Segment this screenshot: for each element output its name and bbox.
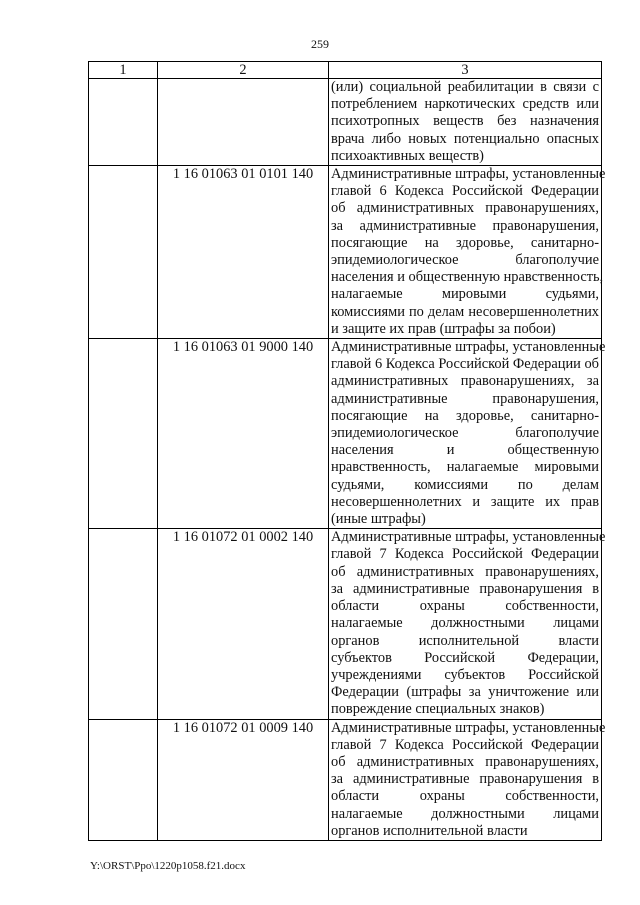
description-line: психоактивных веществ) [331, 147, 484, 164]
description-line: налагаемые должностными лицами [331, 615, 599, 632]
row-number-cell [89, 719, 158, 840]
description-line: Административные штрафы, установленные [331, 529, 606, 546]
description-line: посягающие на здоровье, санитарно- [331, 234, 599, 251]
description-line: налагаемые должностными лицами [331, 805, 599, 822]
description-line: главой 6 Кодекса Российской Федерации об [331, 356, 599, 373]
description-line: врача либо новых потенциально опасных [331, 130, 599, 147]
description-cell [329, 719, 606, 840]
row-number-cell [89, 339, 158, 529]
table-row [89, 339, 602, 529]
description-line: органов исполнительной власти [331, 822, 528, 839]
description-line: налагаемые мировыми судьями, [331, 286, 599, 303]
description-line: главой 6 Кодекса Российской Федерации [331, 183, 599, 200]
row-number-cell [89, 79, 158, 166]
description-line: посягающие на здоровье, санитарно- [331, 407, 599, 424]
description-line: нравственность, налагаемые мировыми [331, 459, 599, 476]
footer-file-path: Y:\ORST\Ppo\1220p1058.f21.docx [90, 860, 246, 872]
description-line: учреждениями субъектов Российской [331, 666, 599, 683]
budget-code-cell: 1 16 01063 01 0101 140 [158, 166, 329, 339]
description-line: за административные правонарушения, [331, 217, 599, 234]
row-number-cell [89, 529, 158, 719]
description-line: населения и общественную [331, 442, 599, 459]
description-line: административных правонарушениях, за [331, 373, 599, 390]
description-line: судьями, комиссиями по делам [331, 476, 599, 493]
table-row [89, 719, 602, 840]
description-line: субъектов Российской Федерации, [331, 649, 599, 666]
description-line: об административных правонарушениях, [331, 753, 599, 770]
description-line: главой 7 Кодекса Российской Федерации [331, 546, 599, 563]
description-line: повреждение специальных знаков) [331, 701, 545, 718]
description-line: и защите их прав (штрафы за побои) [331, 320, 556, 337]
description-line: психотропных веществ без назначения [331, 113, 599, 130]
column-header-2: 2 [158, 62, 329, 79]
description-cell [329, 79, 602, 166]
description-line: области охраны собственности, [331, 598, 599, 615]
description-line: Федерации (штрафы за уничтожение или [331, 684, 599, 701]
description-line: Административные штрафы, установленные [331, 166, 606, 183]
budget-codes-table [88, 61, 606, 841]
description-line: потреблением наркотических средств или [331, 96, 599, 113]
description-line: об административных правонарушениях, [331, 200, 599, 217]
description-cell [329, 166, 606, 339]
table-row [89, 79, 602, 166]
description-line: (иные штрафы) [331, 511, 426, 528]
description-line: комиссиями по делам несовершеннолетних [331, 303, 599, 320]
budget-code-cell: 1 16 01063 01 9000 140 [158, 339, 329, 529]
description-line: главой 7 Кодекса Российской Федерации [331, 736, 599, 753]
table-row [89, 166, 602, 339]
budget-code-cell: 1 16 01072 01 0002 140 [158, 529, 329, 719]
budget-code-cell [158, 79, 329, 166]
description-line: органов исполнительной власти [331, 632, 599, 649]
description-line: Административные штрафы, установленные [331, 719, 606, 736]
description-line: административные правонарушения, [331, 390, 599, 407]
column-header-1: 1 [89, 62, 158, 79]
description-cell [329, 529, 606, 719]
column-header-3: 3 [329, 62, 602, 79]
description-cell [329, 339, 606, 529]
row-number-cell [89, 166, 158, 339]
description-line: об административных правонарушениях, [331, 563, 599, 580]
description-line: населения и общественную нравственность, [331, 269, 604, 286]
page-number: 259 [311, 37, 329, 51]
description-line: за административные правонарушения в [331, 580, 599, 597]
description-line: Административные штрафы, установленные [331, 339, 606, 356]
table-header-row [89, 62, 602, 79]
description-line: области охраны собственности, [331, 788, 599, 805]
description-line: несовершеннолетних и защите их прав [331, 493, 599, 510]
description-line: эпидемиологическое благополучие [331, 425, 599, 442]
description-line: за административные правонарушения в [331, 771, 599, 788]
description-line: эпидемиологическое благополучие [331, 252, 599, 269]
budget-code-cell: 1 16 01072 01 0009 140 [158, 719, 329, 840]
table-row [89, 529, 602, 719]
description-line: (или) социальной реабилитации в связи с [331, 79, 599, 95]
